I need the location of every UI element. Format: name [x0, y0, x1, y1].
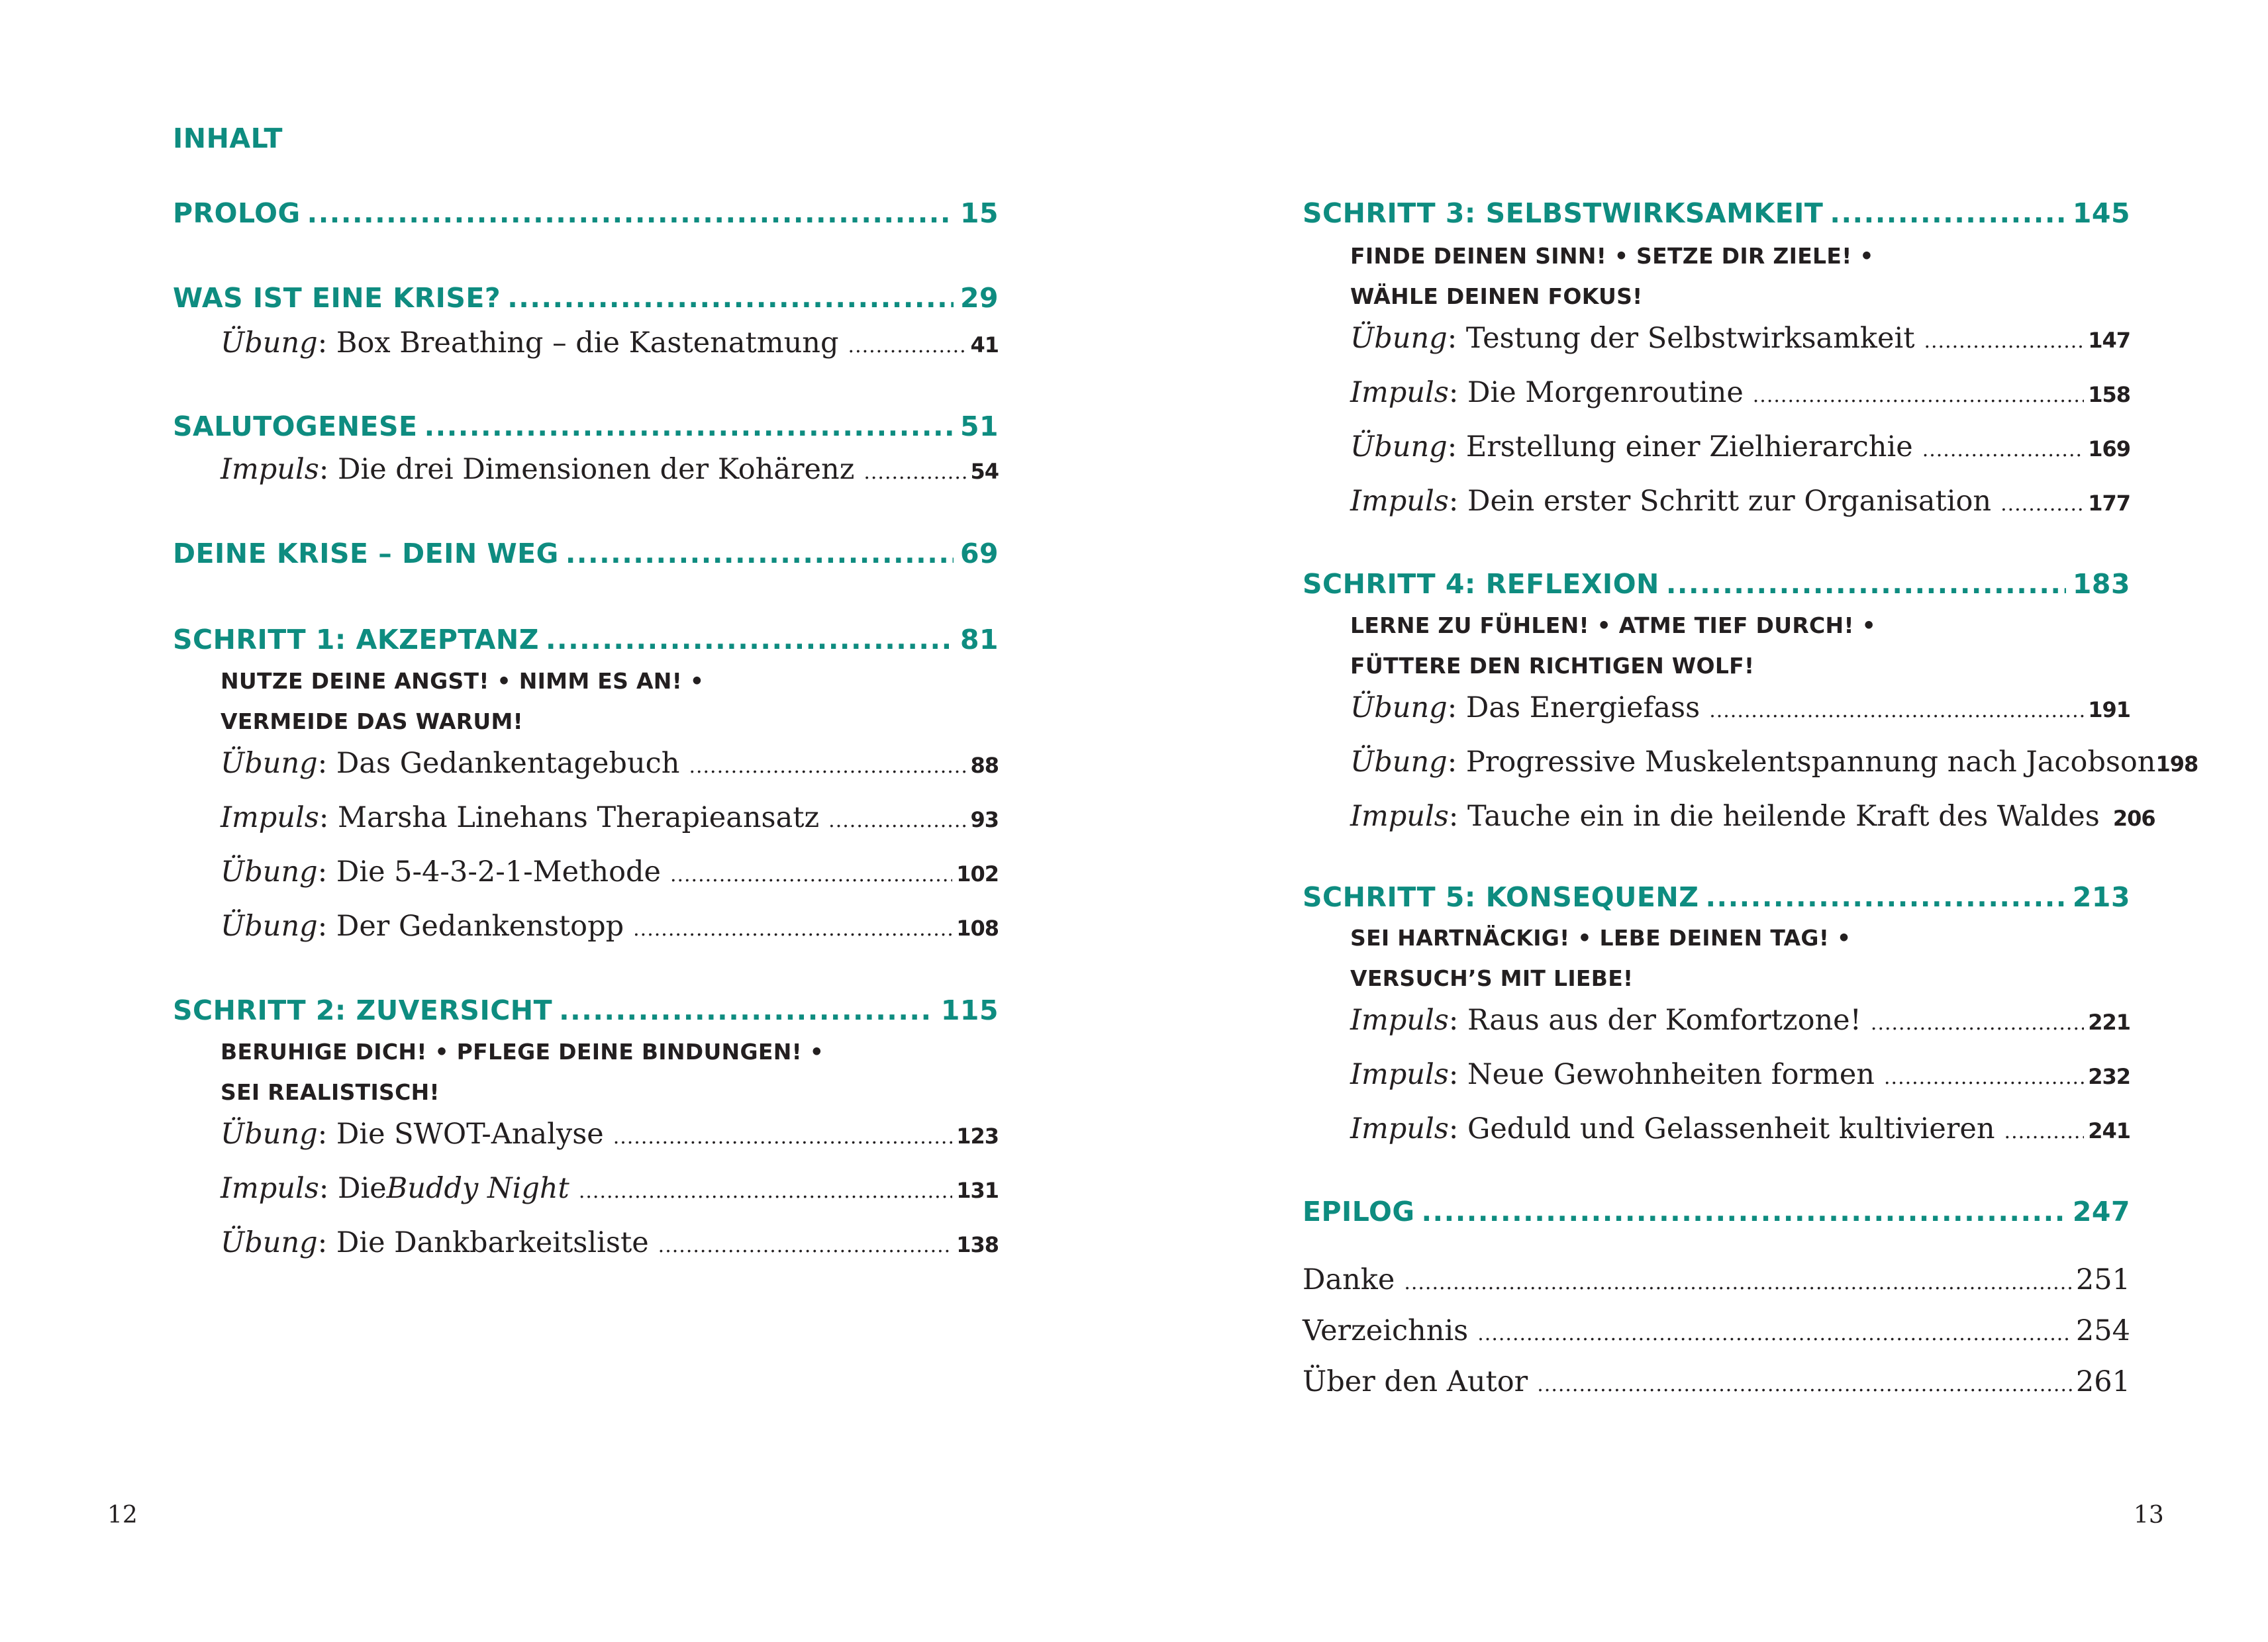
- chapter-subtitle: VERSUCH’S MIT LIEBE!: [1350, 965, 1634, 991]
- entry-page-number: 147: [2088, 328, 2130, 353]
- leader-dots: [670, 863, 952, 887]
- leader-dots: [613, 1126, 953, 1149]
- toc-exercise-entry: [1350, 1112, 2130, 1145]
- entry-page-number: 41: [970, 332, 999, 358]
- leader-dots: [1884, 1066, 2084, 1089]
- leader-dots: [1537, 1373, 2072, 1396]
- toc-exercise-entry: [221, 453, 999, 486]
- chapter-title: PROLOG: [173, 197, 301, 229]
- toc-exercise-entry: [221, 910, 999, 943]
- page-number-right: 13: [2134, 1502, 2164, 1529]
- chapter-subtitle: LERNE ZU FÜHLEN! • ATME TIEF DURCH! •: [1350, 612, 1876, 638]
- entry-type-label: Übung: [221, 855, 318, 889]
- leader-dots: [1404, 1271, 2072, 1294]
- leader-dots: [507, 282, 954, 314]
- entry-page-number: 158: [2088, 382, 2130, 407]
- entry-title: : Die Dankbarkeitsliste: [317, 1226, 649, 1259]
- toc-title: INHALT: [173, 122, 283, 154]
- entry-title: : Die: [319, 1172, 387, 1205]
- toc-exercise-entry: [221, 747, 999, 780]
- toc-chapter-heading: [173, 624, 999, 655]
- leader-dots: [1924, 330, 2084, 353]
- leader-dots: [658, 1234, 953, 1257]
- entry-title: : Tauche ein in die heilende Kraft des Waldes: [1448, 800, 2100, 833]
- entry-type-label: Übung: [1350, 430, 1448, 463]
- entry-page-number: 191: [2088, 697, 2130, 722]
- leader-dots: [689, 755, 966, 778]
- toc-chapter-heading: [173, 410, 999, 442]
- entry-page-number: 232: [2088, 1064, 2130, 1089]
- entry-title: : Die Morgenroutine: [1448, 376, 1744, 409]
- entry-title: Über den Autor: [1303, 1365, 1528, 1398]
- entry-title: : Das Energiefass: [1447, 691, 1701, 724]
- entry-title: : Marsha Linehans Therapieansatz: [319, 801, 820, 834]
- entry-title: : Raus aus der Komfortzone!: [1448, 1004, 1861, 1037]
- toc-exercise-entry: [1350, 430, 2130, 463]
- entry-title: : Die SWOT-Analyse: [317, 1118, 604, 1151]
- chapter-subtitle: SEI REALISTISCH!: [221, 1079, 440, 1105]
- entry-page-number: 221: [2088, 1010, 2130, 1035]
- toc-chapter-heading: [1303, 881, 2130, 913]
- toc-exercise-entry: [1350, 376, 2130, 409]
- entry-title: : Die drei Dimensionen der Kohärenz: [319, 453, 855, 486]
- entry-title: : Die 5-4-3-2-1-Methode: [317, 855, 661, 889]
- entry-page-number: 254: [2075, 1314, 2130, 1347]
- entry-type-label: Impuls: [1350, 1004, 1449, 1037]
- chapter-page-number: 145: [2072, 197, 2130, 229]
- leader-dots: [2004, 1120, 2085, 1143]
- chapter-subtitle: FINDE DEINEN SINN! • SETZE DIR ZIELE! •: [1350, 243, 1874, 269]
- leader-dots: [1705, 881, 2065, 913]
- toc-exercise-entry: [221, 1172, 999, 1205]
- leader-dots: [848, 334, 967, 358]
- toc-chapter-heading: [1303, 197, 2130, 229]
- entry-title: Verzeichnis: [1303, 1314, 1469, 1347]
- entry-type-label: Übung: [1350, 746, 1448, 779]
- chapter-title: SCHRITT 3: SELBSTWIRKSAMKEIT: [1303, 197, 1824, 229]
- leader-dots: [307, 197, 954, 229]
- entry-page-number: 169: [2088, 436, 2130, 461]
- chapter-title: WAS IST EINE KRISE?: [173, 282, 501, 314]
- toc-exercise-entry: [221, 1118, 999, 1151]
- toc-chapter-heading: [173, 994, 999, 1026]
- chapter-page-number: 247: [2072, 1196, 2130, 1228]
- entry-title: : Der Gedankenstopp: [317, 910, 624, 943]
- chapter-subtitle: FÜTTERE DEN RICHTIGEN WOLF!: [1350, 653, 1755, 679]
- entry-title: : Dein erster Schritt zur Organisation: [1448, 485, 1992, 518]
- chapter-title: SALUTOGENESE: [173, 410, 418, 442]
- leader-dots: [2000, 493, 2084, 516]
- chapter-title: SCHRITT 1: AKZEPTANZ: [173, 624, 539, 655]
- chapter-title: DEINE KRISE – DEIN WEG: [173, 538, 559, 569]
- toc-exercise-entry: [221, 801, 999, 834]
- toc-exercise-entry: [1350, 1004, 2130, 1037]
- chapter-page-number: 51: [960, 410, 999, 442]
- toc-chapter-heading: [173, 538, 999, 569]
- toc-appendix-entry: [1303, 1263, 2130, 1296]
- toc-exercise-entry: [221, 855, 999, 889]
- entry-title: Danke: [1303, 1263, 1395, 1296]
- entry-page-number: 241: [2088, 1118, 2130, 1143]
- entry-title: : Erstellung einer Zielhierarchie: [1447, 430, 1913, 463]
- entry-page-number: 138: [956, 1232, 999, 1257]
- entry-page-number: 88: [970, 753, 999, 778]
- leader-dots: [1477, 1322, 2072, 1345]
- entry-type-label: Übung: [1350, 322, 1448, 355]
- entry-type-label: Impuls: [1350, 1112, 1449, 1145]
- chapter-page-number: 29: [960, 282, 999, 314]
- toc-chapter-heading: [1303, 568, 2130, 600]
- leader-dots: [546, 624, 954, 655]
- leader-dots: [579, 1180, 952, 1203]
- entry-type-label: Übung: [221, 1226, 318, 1259]
- leader-dots: [1709, 699, 2084, 722]
- leader-dots: [863, 461, 966, 484]
- entry-page-number: 102: [956, 861, 999, 887]
- entry-type-label: Impuls: [221, 801, 319, 834]
- entry-page-number: 206: [2112, 806, 2155, 831]
- leader-dots: [1753, 384, 2084, 407]
- entry-type-label: Impuls: [221, 1172, 319, 1205]
- entry-type-label: Übung: [221, 910, 318, 943]
- entry-type-label: Übung: [221, 1118, 318, 1151]
- toc-chapter-heading: [173, 197, 999, 229]
- toc-exercise-entry: [221, 1226, 999, 1259]
- leader-dots: [633, 918, 952, 941]
- entry-title: : Das Gedankentagebuch: [317, 747, 680, 780]
- toc-chapter-heading: [173, 282, 999, 314]
- entry-type-label: Übung: [221, 326, 318, 360]
- entry-page-number: 123: [956, 1124, 999, 1149]
- toc-exercise-entry: [1350, 800, 2155, 833]
- entry-page-number: 261: [2075, 1365, 2130, 1398]
- entry-type-label: Impuls: [1350, 485, 1449, 518]
- chapter-title: SCHRITT 2: ZUVERSICHT: [173, 994, 553, 1026]
- entry-type-label: Übung: [221, 747, 318, 780]
- entry-title: : Box Breathing – die Kastenatmung: [317, 326, 839, 360]
- toc-exercise-entry: [1350, 485, 2130, 518]
- chapter-page-number: 69: [960, 538, 999, 569]
- toc-exercise-entry: [1350, 746, 2198, 779]
- entry-type-label: Impuls: [1350, 800, 1449, 833]
- entry-type-label: Übung: [1350, 691, 1448, 724]
- page-number-left: 12: [107, 1502, 138, 1529]
- chapter-page-number: 15: [960, 197, 999, 229]
- leader-dots: [1922, 438, 2085, 461]
- chapter-page-number: 183: [2072, 568, 2130, 600]
- leader-dots: [1830, 197, 2066, 229]
- chapter-title: EPILOG: [1303, 1196, 1415, 1228]
- chapter-subtitle: BERUHIGE DICH! • PFLEGE DEINE BINDUNGEN! •: [221, 1039, 824, 1065]
- toc-exercise-entry: [1350, 691, 2130, 724]
- entry-type-label: Impuls: [1350, 376, 1449, 409]
- entry-title-italic: Buddy Night: [386, 1172, 569, 1205]
- leader-dots: [828, 809, 966, 832]
- right-page: [1134, 0, 2268, 1642]
- leader-dots: [424, 410, 954, 442]
- entry-page-number: 251: [2075, 1263, 2130, 1296]
- chapter-page-number: 81: [960, 624, 999, 655]
- entry-page-number: 177: [2088, 491, 2130, 516]
- leader-dots: [566, 538, 954, 569]
- entry-title: : Neue Gewohnheiten formen: [1448, 1058, 1875, 1091]
- entry-title: : Geduld und Gelassenheit kultivieren: [1448, 1112, 1995, 1145]
- entry-type-label: Impuls: [1350, 1058, 1449, 1091]
- leader-dots: [1871, 1012, 2084, 1035]
- chapter-subtitle: NUTZE DEINE ANGST! • NIMM ES AN! •: [221, 668, 705, 694]
- entry-page-number: 108: [956, 916, 999, 941]
- chapter-subtitle: WÄHLE DEINEN FOKUS!: [1350, 283, 1643, 309]
- toc-exercise-entry: [1350, 322, 2130, 355]
- entry-page-number: 198: [2155, 751, 2198, 777]
- leader-dots: [559, 994, 934, 1026]
- toc-exercise-entry: [1350, 1058, 2130, 1091]
- chapter-title: SCHRITT 5: KONSEQUENZ: [1303, 881, 1699, 913]
- chapter-subtitle: SEI HARTNÄCKIG! • LEBE DEINEN TAG! •: [1350, 925, 1851, 951]
- chapter-subtitle: VERMEIDE DAS WARUM!: [221, 708, 524, 734]
- toc-chapter-heading: [1303, 1196, 2130, 1228]
- entry-page-number: 54: [970, 459, 999, 484]
- chapter-title: SCHRITT 4: REFLEXION: [1303, 568, 1659, 600]
- entry-title: : Progressive Muskelentspannung nach Jacobson: [1447, 746, 2156, 779]
- toc-appendix-entry: [1303, 1314, 2130, 1347]
- chapter-page-number: 213: [2072, 881, 2130, 913]
- toc-exercise-entry: [221, 326, 999, 360]
- entry-page-number: 131: [956, 1178, 999, 1203]
- entry-type-label: Impuls: [221, 453, 319, 486]
- entry-title: : Testung der Selbstwirksamkeit: [1447, 322, 1915, 355]
- toc-appendix-entry: [1303, 1365, 2130, 1398]
- chapter-page-number: 115: [940, 994, 999, 1026]
- leader-dots: [1421, 1196, 2065, 1228]
- entry-page-number: 93: [970, 807, 999, 832]
- leader-dots: [1666, 568, 2066, 600]
